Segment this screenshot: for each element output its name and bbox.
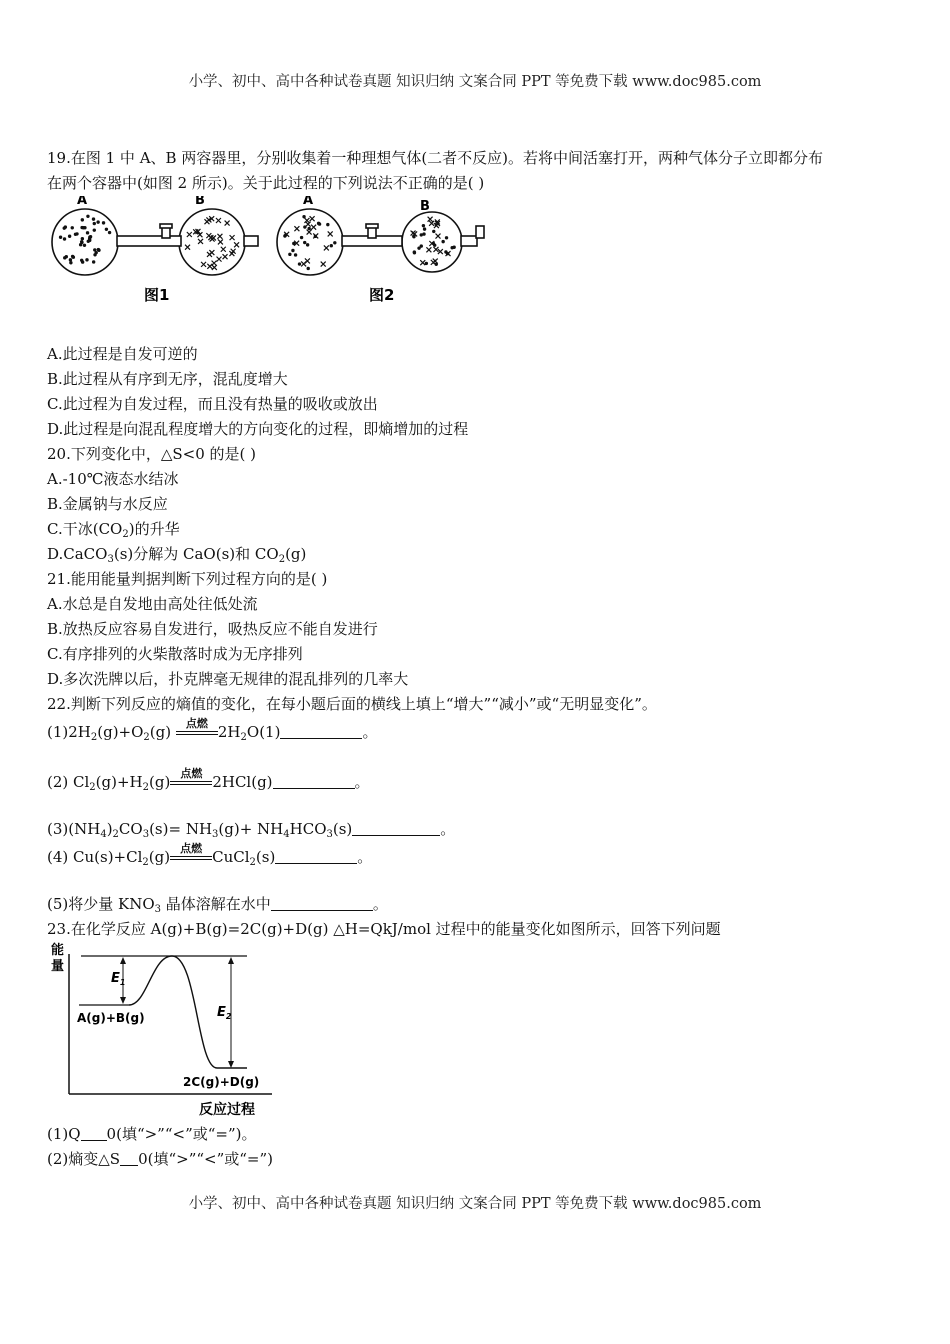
container-a-label: A [77,196,88,208]
gas-molecule-dot [88,239,91,242]
gas-molecule-dot [63,237,66,240]
gas-molecule-dot [330,244,333,247]
e2-label: $E_2$ [217,1005,232,1021]
gas-molecule-cross [201,262,206,267]
gas-molecule-dot [452,246,455,249]
gas-molecule-dot [69,261,72,264]
gas-molecule-cross [212,265,217,270]
gas-molecule-dot [300,236,303,239]
gas-molecule-dot [108,231,111,234]
gas-molecule-dot [432,230,435,233]
condition-arrow: 点燃 [170,774,212,788]
q20-stem: 20.下列变化中，△S<0 的是( ) [47,445,257,463]
x-axis-label: 反应过程 [199,1102,255,1118]
q23-sub-1: (1)Q 0(填“>”“<”或“=”)。 [47,1125,257,1143]
gas-molecule-dot [79,243,82,246]
gas-molecule-dot [94,251,97,254]
gas-molecule-dot [93,222,96,225]
gas-molecule-cross [217,257,222,262]
gas-molecule-dot [294,253,297,256]
q19-option-b: B.此过程从有序到无序，混乱度增大 [47,370,288,388]
gas-molecule-cross [420,260,425,265]
q19-stem-line2: 在两个容器中(如图 2 所示)。关于此过程的下列说法不正确的是( ) [47,174,485,192]
gas-molecule-cross [230,235,235,240]
gas-molecule-dot [298,262,301,265]
gas-molecule-cross [218,239,223,244]
container-b-label-2: B [420,199,430,214]
q23-stem: 23.在化学反应 A(g)+B(g)=2C(g)+D(g) △H=QkJ/mol 过程中的能量变化如图所示，回答下列问题 [47,920,721,938]
gas-molecule-dot [82,226,85,229]
gas-molecule-dot [318,222,321,225]
gas-molecule-dot [307,267,310,270]
answer-blank-q[interactable] [81,1124,107,1141]
gas-molecule-cross [216,218,221,223]
gas-molecule-dot [69,258,72,261]
figure-1-caption: 图1 [144,286,170,304]
y-axis-label-1: 能 [51,943,65,958]
gas-molecule-dot [71,226,74,229]
q21-option-b: B.放热反应容易自发进行，吸热反应不能自发进行 [47,620,378,638]
gas-container-diagram [47,196,507,342]
gas-molecule-dot [86,231,89,234]
gas-molecule-dot [105,228,108,231]
q23-sub-2: (2)熵变△S 0(填“>”“<”或“=”) [47,1150,274,1168]
gas-molecule-dot [83,244,86,247]
gas-molecule-cross [429,221,434,226]
q19-stem-line1: 19.在图 1 中 A、B 两容器里，分别收集着一种理想气体(二者不反应)。若将中间活塞打开，两种气体分子立即都分布 [47,149,824,167]
gas-molecule-dot [307,227,310,230]
gas-molecule-cross [307,230,312,235]
energy-profile-figure [47,942,307,1122]
answer-blank-s[interactable] [120,1149,138,1166]
q22-item-2: (2) $Cl_2(g)+H_2(g)$ 点燃 2HCl(g) 。 [47,767,370,793]
gas-molecule-cross [198,239,203,244]
gas-molecule-cross [225,221,230,226]
q20-option-a: A.-10℃液态水结冰 [47,470,179,488]
q19-option-a: A.此过程是自发可逆的 [47,345,198,363]
gas-molecule-dot [97,248,100,251]
q21-stem: 21.能用能量判据判断下列过程方向的是( ) [47,570,328,588]
gas-molecule-dot [102,221,105,224]
reactant-label: A(g)+B(g) [77,1011,145,1025]
gas-molecule-dot [68,235,71,238]
q22-item-5: (5)将少量 $KNO_3$ 晶体溶解在水中 。 [47,895,388,915]
answer-blank-1[interactable] [280,722,362,739]
gas-molecule-cross [207,264,212,269]
gas-molecule-cross [223,254,228,259]
q20-option-c: C.干冰$(CO_2)$的升华 [47,520,180,540]
gas-molecule-dot [81,260,84,263]
page-content [47,146,917,1172]
gas-molecule-dot [93,228,96,231]
q19-option-d: D.此过程是向混乱程度增大的方向变化的过程，即熵增加的过程 [47,420,469,438]
gas-molecule-dot [64,225,67,228]
gas-molecule-dot [422,224,425,227]
gas-molecule-cross [217,234,222,239]
e2-arrow-head [228,957,234,964]
gas-molecule-cross [294,226,299,231]
gas-molecule-dot [420,244,423,247]
answer-blank-5[interactable] [271,894,373,911]
gas-molecule-cross [221,247,226,252]
gas-molecule-dot [71,255,74,258]
gas-molecule-dot [86,215,89,218]
q22-stem: 22.判断下列反应的熵值的变化，在每小题后面的横线上填上“增大”“减小”或“无明显变化”。 [47,695,657,713]
gas-molecule-dot [80,240,83,243]
page-footer: 小学、初中、高中各种试卷真题 知识归纳 文案合同 PPT 等免费下载 www.doc985.com [188,1196,762,1212]
answer-blank-3[interactable] [352,819,440,836]
q19-option-c: C.此过程为自发过程，而且没有热量的吸收或放出 [47,395,378,413]
gas-molecule-dot [303,241,306,244]
page-header: 小学、初中、高中各种试卷真题 知识归纳 文案合同 PPT 等免费下载 www.doc985.com [188,74,762,90]
condition-arrow: 点燃 [170,849,212,863]
gas-molecule-cross [310,216,315,221]
gas-molecule-dot [413,250,416,253]
gas-molecule-dot [445,236,448,239]
gas-molecule-cross [431,260,436,265]
gas-molecule-dot [306,243,309,246]
q23-energy-diagram [47,942,917,1122]
product-label: 2C(g)+D(g) [183,1075,260,1089]
gas-molecule-dot [423,227,426,230]
gas-molecule-cross [185,245,190,250]
gas-molecule-cross [311,225,316,230]
e1-label: $E_1$ [111,971,126,987]
gas-molecule-dot [96,220,99,223]
gas-molecule-cross [428,217,433,222]
q22-item-3: $(3)(NH_4)_2CO_3(s)= NH_3(g)+ NH_4HCO_3(s)$ 。 [47,820,456,840]
gas-molecule-dot [291,249,294,252]
answer-blank-2[interactable] [273,772,355,789]
gas-molecule-dot [326,223,329,226]
gas-molecule-dot [81,218,84,221]
container-b-label: B [195,196,205,208]
q19-figure [47,196,917,342]
y-axis-label-2: 量 [51,959,65,974]
gas-molecule-cross [187,232,192,237]
gas-molecule-dot [302,215,305,218]
answer-blank-4[interactable] [275,847,357,864]
e1-arrow-head [120,957,126,964]
gas-molecule-cross [324,245,329,250]
q20-option-b: B.金属钠与水反应 [47,495,168,513]
gas-molecule-cross [426,247,431,252]
q22-item-1: $(1)2H_2(g)+O_2(g)$ 点燃 $2H_2O(1)$ 。 [47,717,378,743]
container-a-label-2: A [303,196,314,208]
gas-molecule-cross [436,234,441,239]
gas-molecule-dot [333,241,336,244]
gas-molecule-dot [85,258,88,261]
gas-molecule-cross [328,231,333,236]
gas-molecule-cross [234,242,239,247]
gas-molecule-dot [74,233,77,236]
gas-molecule-dot [59,236,62,239]
gas-molecule-dot [92,260,95,263]
q21-option-c: C.有序排列的火柴散落时成为无序排列 [47,645,303,663]
gas-molecule-dot [63,256,66,259]
figure-2-caption: 图2 [369,286,395,304]
gas-molecule-cross [305,258,310,263]
gas-molecule-cross [321,262,326,267]
q21-option-d: D.多次洗牌以后，扑克牌毫无规律的混乱排列的几率大 [47,670,409,688]
q20-option-d: D.CaCO$_3$(s)分解为 CaO(s)和 $CO_2(g)$ [47,545,307,565]
q22-item-4: (4) $Cu(s)+Cl_2(g)$ 点燃 CuCl$_2$(s) 。 [47,842,373,868]
gas-molecule-dot [81,237,84,240]
gas-molecule-dot [441,240,444,243]
gas-molecule-dot [288,253,291,256]
condition-arrow: 点燃 [176,724,218,738]
gas-molecule-dot [422,232,425,235]
gas-molecule-dot [92,217,95,220]
gas-molecule-cross [209,250,214,255]
q21-option-a: A.水总是自发地由高处往低处流 [47,595,258,613]
